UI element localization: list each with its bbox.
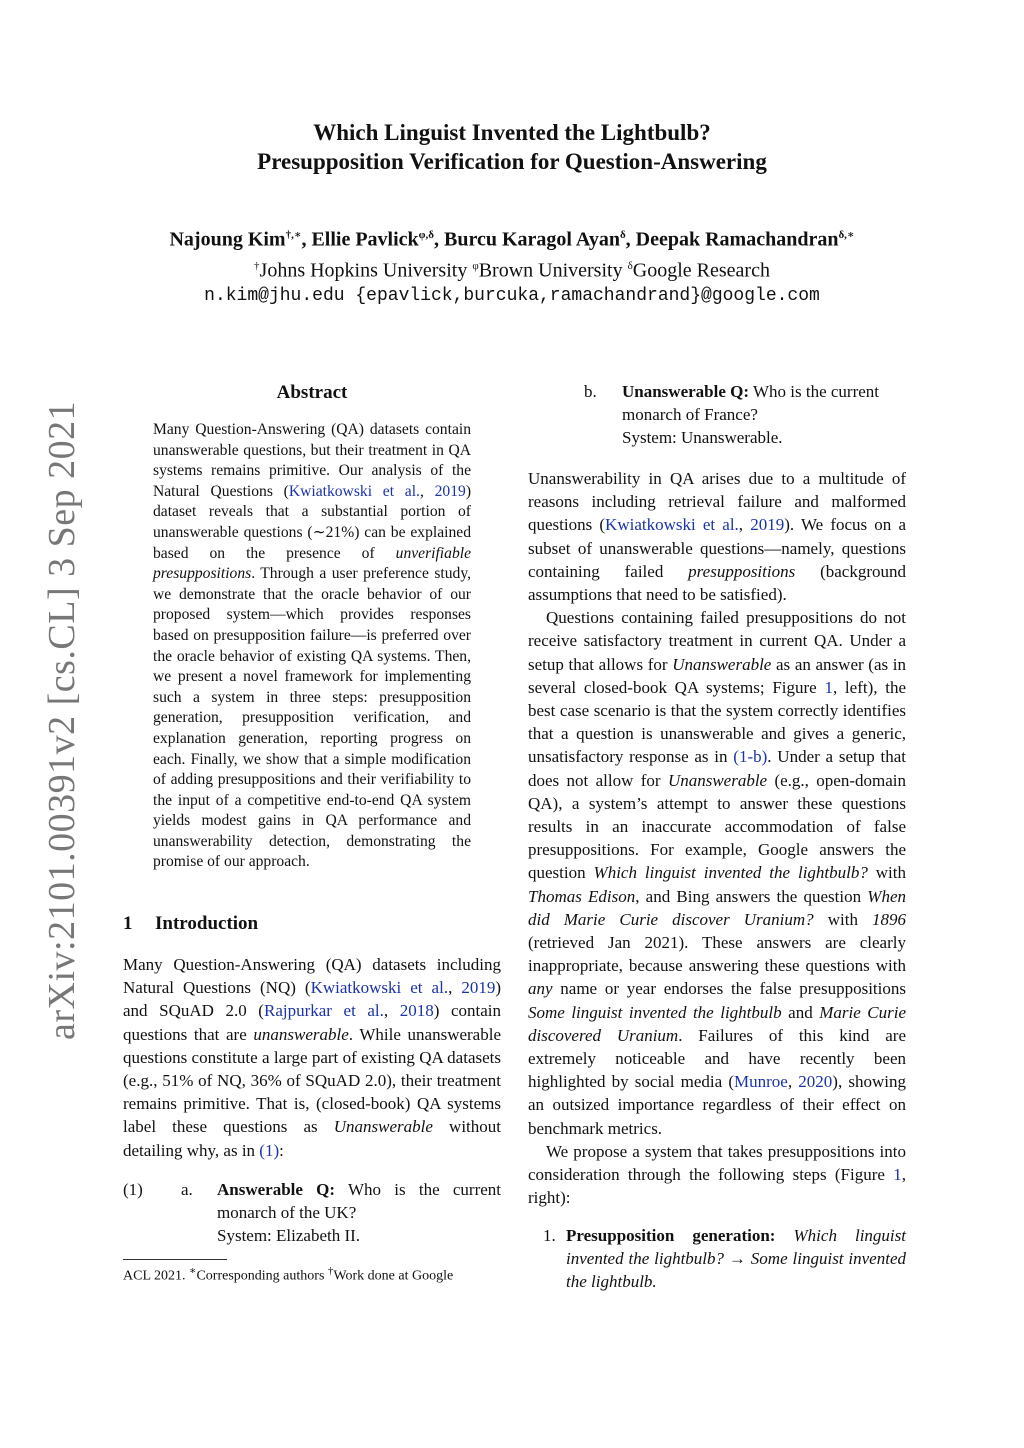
example-ref-link[interactable]: (1) [259, 1140, 280, 1160]
intro-text-1: Many Question-Answering (QA) datasets including Natural Questions (NQ) ( [123, 955, 501, 998]
citation-year[interactable]: 2018 [399, 1001, 434, 1021]
paragraph-failed-presuppositions [528, 606, 906, 1140]
example-1b [528, 380, 906, 449]
footnote-sup: † [327, 1264, 334, 1277]
section-number: 1 [123, 913, 133, 935]
title-line-1: Which Linguist Invented the Lightbulb? [313, 120, 711, 145]
example-ref-link[interactable]: (1-b) [733, 747, 768, 767]
example-system-answer: System: Unanswerable. [622, 428, 783, 447]
footnote-text-3: Work done at Google [333, 1268, 454, 1284]
list-number: 1. [543, 1225, 556, 1245]
section-heading-introduction [123, 913, 501, 935]
aff-2-sup: φ [472, 259, 479, 272]
example-question: Who is the current monarch of France? [622, 382, 880, 424]
aff-3-sup: δ [627, 259, 633, 272]
para2-emphasis: When did Marie Curie discover Uranium? [528, 886, 906, 929]
footnote-rule [123, 1259, 227, 1260]
list-item-text [566, 1224, 906, 1293]
abstract-text-1: Many Question-Answering (QA) datasets contain unanswerable questions, but their treatment in QA systems remains primitive. Our analysis of the Natural Questions ( [153, 421, 471, 500]
para2-emphasis: Unanswerable [672, 654, 772, 674]
para2-text: . Failures of this kind are extremely noticeable and have recently been highlighted by social media ( [528, 1025, 906, 1092]
example-number: (1) [123, 1179, 143, 1199]
intro-text-2: ) and SQuAD 2.0 ( [123, 978, 502, 1021]
citation-munroe[interactable]: Munroe [734, 1072, 788, 1092]
author-3: Burcu Karagol Ayan [444, 228, 620, 251]
author-1: Najoung Kim [169, 228, 286, 251]
para2-text: Questions containing failed presuppositions do not receive satisfactory treatment in current QA. Under a setup that allows for [528, 608, 906, 674]
citation-kwiatkowski[interactable]: Kwiatkowski et al. [288, 482, 420, 500]
citation-year[interactable]: 2019 [750, 515, 785, 535]
para2-text: as an answer (as in several closed-book QA systems; Figure [528, 654, 906, 697]
abstract-text-2: ) dataset reveals that a substantial portion of unanswerable questions (∼21%) can be explained based on the presence of [153, 482, 472, 562]
affiliation-3: Google Research [632, 259, 770, 282]
left-column [123, 380, 501, 1285]
para2-emphasis: Some linguist invented the lightbulb [528, 1002, 782, 1022]
intro-emphasis: Unanswerable [333, 1117, 433, 1137]
citation-rajpurkar[interactable]: Rajpurkar et al. [263, 1001, 384, 1021]
citation-year[interactable]: 2019 [434, 482, 466, 500]
footnote [123, 1264, 501, 1285]
author-2: Ellie Pavlick [311, 228, 419, 251]
affiliation-2: Brown University [478, 259, 628, 282]
example-sub-label: a. [181, 1179, 193, 1199]
example-1a-text [217, 1178, 501, 1247]
para3-text-2: , right): [528, 1165, 906, 1208]
author-names: Najoung Kim†,∗, Ellie Pavlick$^{\varphi,\delta}$, Burcu Karagol Ayan$^\delta$, Deepak Ramachandran$^{\delta,∗}$ [169, 228, 855, 251]
author-4-sup: δ,∗ [838, 229, 855, 241]
citation-kwiatkowski[interactable]: Kwiatkowski et al. [605, 515, 739, 535]
para2-text: ), showing an outsized importance regardless of their effect on benchmark metrics. [528, 1072, 907, 1138]
para2-text: , and Bing answers the question [635, 886, 868, 906]
abstract-emphasis: unverifiable presuppositions [153, 544, 471, 583]
para2-text: (retrieved Jan 2021). These answers are clearly inappropriate, because answering these questions with [528, 933, 906, 976]
author-2-sup: φ,δ [418, 229, 434, 241]
paper-title [0, 118, 1024, 176]
intro-text-4: . While unanswerable questions constitute a large part of existing QA datasets (e.g., 51% of NQ, 36% of SQuAD 2.0), their treatment remains primitive. That is, (closed-book) QA systems label these questions as [123, 1024, 501, 1137]
para2-emphasis: Thomas Edison [528, 886, 636, 906]
para2-emphasis: Which linguist invented the lightbulb? [593, 863, 868, 883]
para1-emphasis: presuppositions [688, 561, 796, 581]
para1-text-3: (background assumptions that need to be satisfied). [528, 561, 906, 605]
author-4: Deepak Ramachandran [635, 228, 839, 251]
para2-text: and [781, 1002, 820, 1022]
figure-ref-link[interactable]: 1 [824, 677, 833, 697]
example-1a [123, 1178, 501, 1247]
example-label: Unanswerable Q: [622, 382, 750, 401]
paragraph-proposal [528, 1140, 906, 1210]
intro-text-6: : [279, 1140, 284, 1160]
footnote-sup: ∗ [188, 1264, 197, 1277]
abstract-heading: Abstract [276, 382, 348, 403]
example-system-answer: System: Elizabeth II. [217, 1225, 361, 1245]
para1-text-2: ). We focus on a subset of unanswerable questions—namely, questions containing failed [528, 515, 907, 581]
list-text-1: Which linguist invented the lightbulb? [566, 1225, 906, 1268]
intro-sep: , [448, 978, 462, 998]
footnote-text-1: ACL 2021. [123, 1268, 189, 1284]
para1-sep: , [738, 515, 751, 535]
figure-ref-link[interactable]: 1 [893, 1165, 902, 1185]
abstract-text [153, 420, 471, 873]
para2-text: . Under a setup that does not allow for [528, 747, 906, 790]
para2-text: (e.g., open-domain QA), a system’s attempt to answer these questions results in an inaccurate accommodation of false presuppositions. For example, Google answers the question [528, 770, 906, 883]
intro-paragraph [123, 953, 501, 1162]
arrow-icon: → [728, 1248, 746, 1268]
para1-text-1: Unanswerability in QA arises due to a multitude of reasons including retrieval failure and malformed questions ( [528, 469, 906, 535]
example-question: Who is the current monarch of the UK? [217, 1179, 501, 1222]
intro-sep: , [383, 1001, 400, 1021]
para2-text: , left), the best case scenario is that the system correctly identifies that a question is unanswerable and gives a generic, unsatisfactory response as in [528, 677, 906, 767]
list-text-2: Some linguist invented the lightbulb. [566, 1248, 906, 1291]
title-line-2: Presupposition Verification for Question-Answering [257, 149, 767, 174]
author-block [0, 222, 1024, 309]
example-label: Answerable Q: [217, 1179, 336, 1199]
abstract-sep: , [419, 482, 435, 500]
section-title: Introduction [155, 913, 259, 935]
citation-kwiatkowski[interactable]: Kwiatkowski et al. [310, 978, 449, 998]
para2-emphasis: 1896 [872, 909, 906, 929]
citation-year[interactable]: 2020 [798, 1072, 833, 1092]
para2-text: with [813, 909, 872, 929]
list-item-presupposition-generation [528, 1224, 906, 1293]
para2-emphasis: Unanswerable [667, 770, 768, 790]
author-emails[interactable]: n.kim@jhu.edu {epavlick,burcuka,ramachandrand}@google.com [204, 286, 820, 307]
intro-emphasis: unanswerable [253, 1024, 349, 1044]
aff-1-sup: † [254, 259, 260, 272]
author-1-sup: †,∗ [285, 229, 302, 241]
para3-text-1: We propose a system that takes presuppositions into consideration through the following steps (Figure [528, 1141, 906, 1185]
right-column [528, 380, 906, 1293]
abstract-text-3: . Through a user preference study, we demonstrate that the oracle behavior of our proposed system—which provides responses based on presupposition failure—is preferred over the oracle behavior of existing QA systems. Then, we present a novel framework for implementing such a system in three steps: presupposition generation, presupposition verification, and explanation generation, reporting progress on each. Finally, we show that a simple modification of adding presuppositions and their verifiability to the input of a competitive end-to-end QA system yields modest gains in QA performance and unanswerability detection, demonstrating the promise of our approach. [153, 565, 471, 871]
paragraph-unanswerability [528, 467, 906, 606]
affiliations [0, 253, 1024, 284]
intro-text-3: ) contain questions that are [123, 1001, 502, 1044]
para2-text: name or year endorses the false presuppositions [552, 979, 906, 999]
arxiv-watermark: arXiv:2101.00391v2 [cs.CL] 3 Sep 2021 [41, 400, 83, 1040]
list-label: Presupposition generation: [566, 1225, 776, 1245]
author-3-sup: δ [619, 229, 626, 241]
example-1b-text [622, 380, 906, 449]
affiliation-1: Johns Hopkins University [259, 259, 473, 282]
para2-text: with [867, 863, 906, 883]
para2-emphasis: any [528, 979, 553, 999]
intro-text-5: without detailing why, as in [123, 1117, 501, 1160]
para2-sep: , [787, 1072, 799, 1092]
citation-year[interactable]: 2019 [461, 978, 496, 998]
footnote-text-2: Corresponding authors [196, 1268, 328, 1284]
para2-emphasis: Marie Curie discovered Uranium [528, 1002, 907, 1045]
example-sub-label: b. [584, 382, 597, 401]
